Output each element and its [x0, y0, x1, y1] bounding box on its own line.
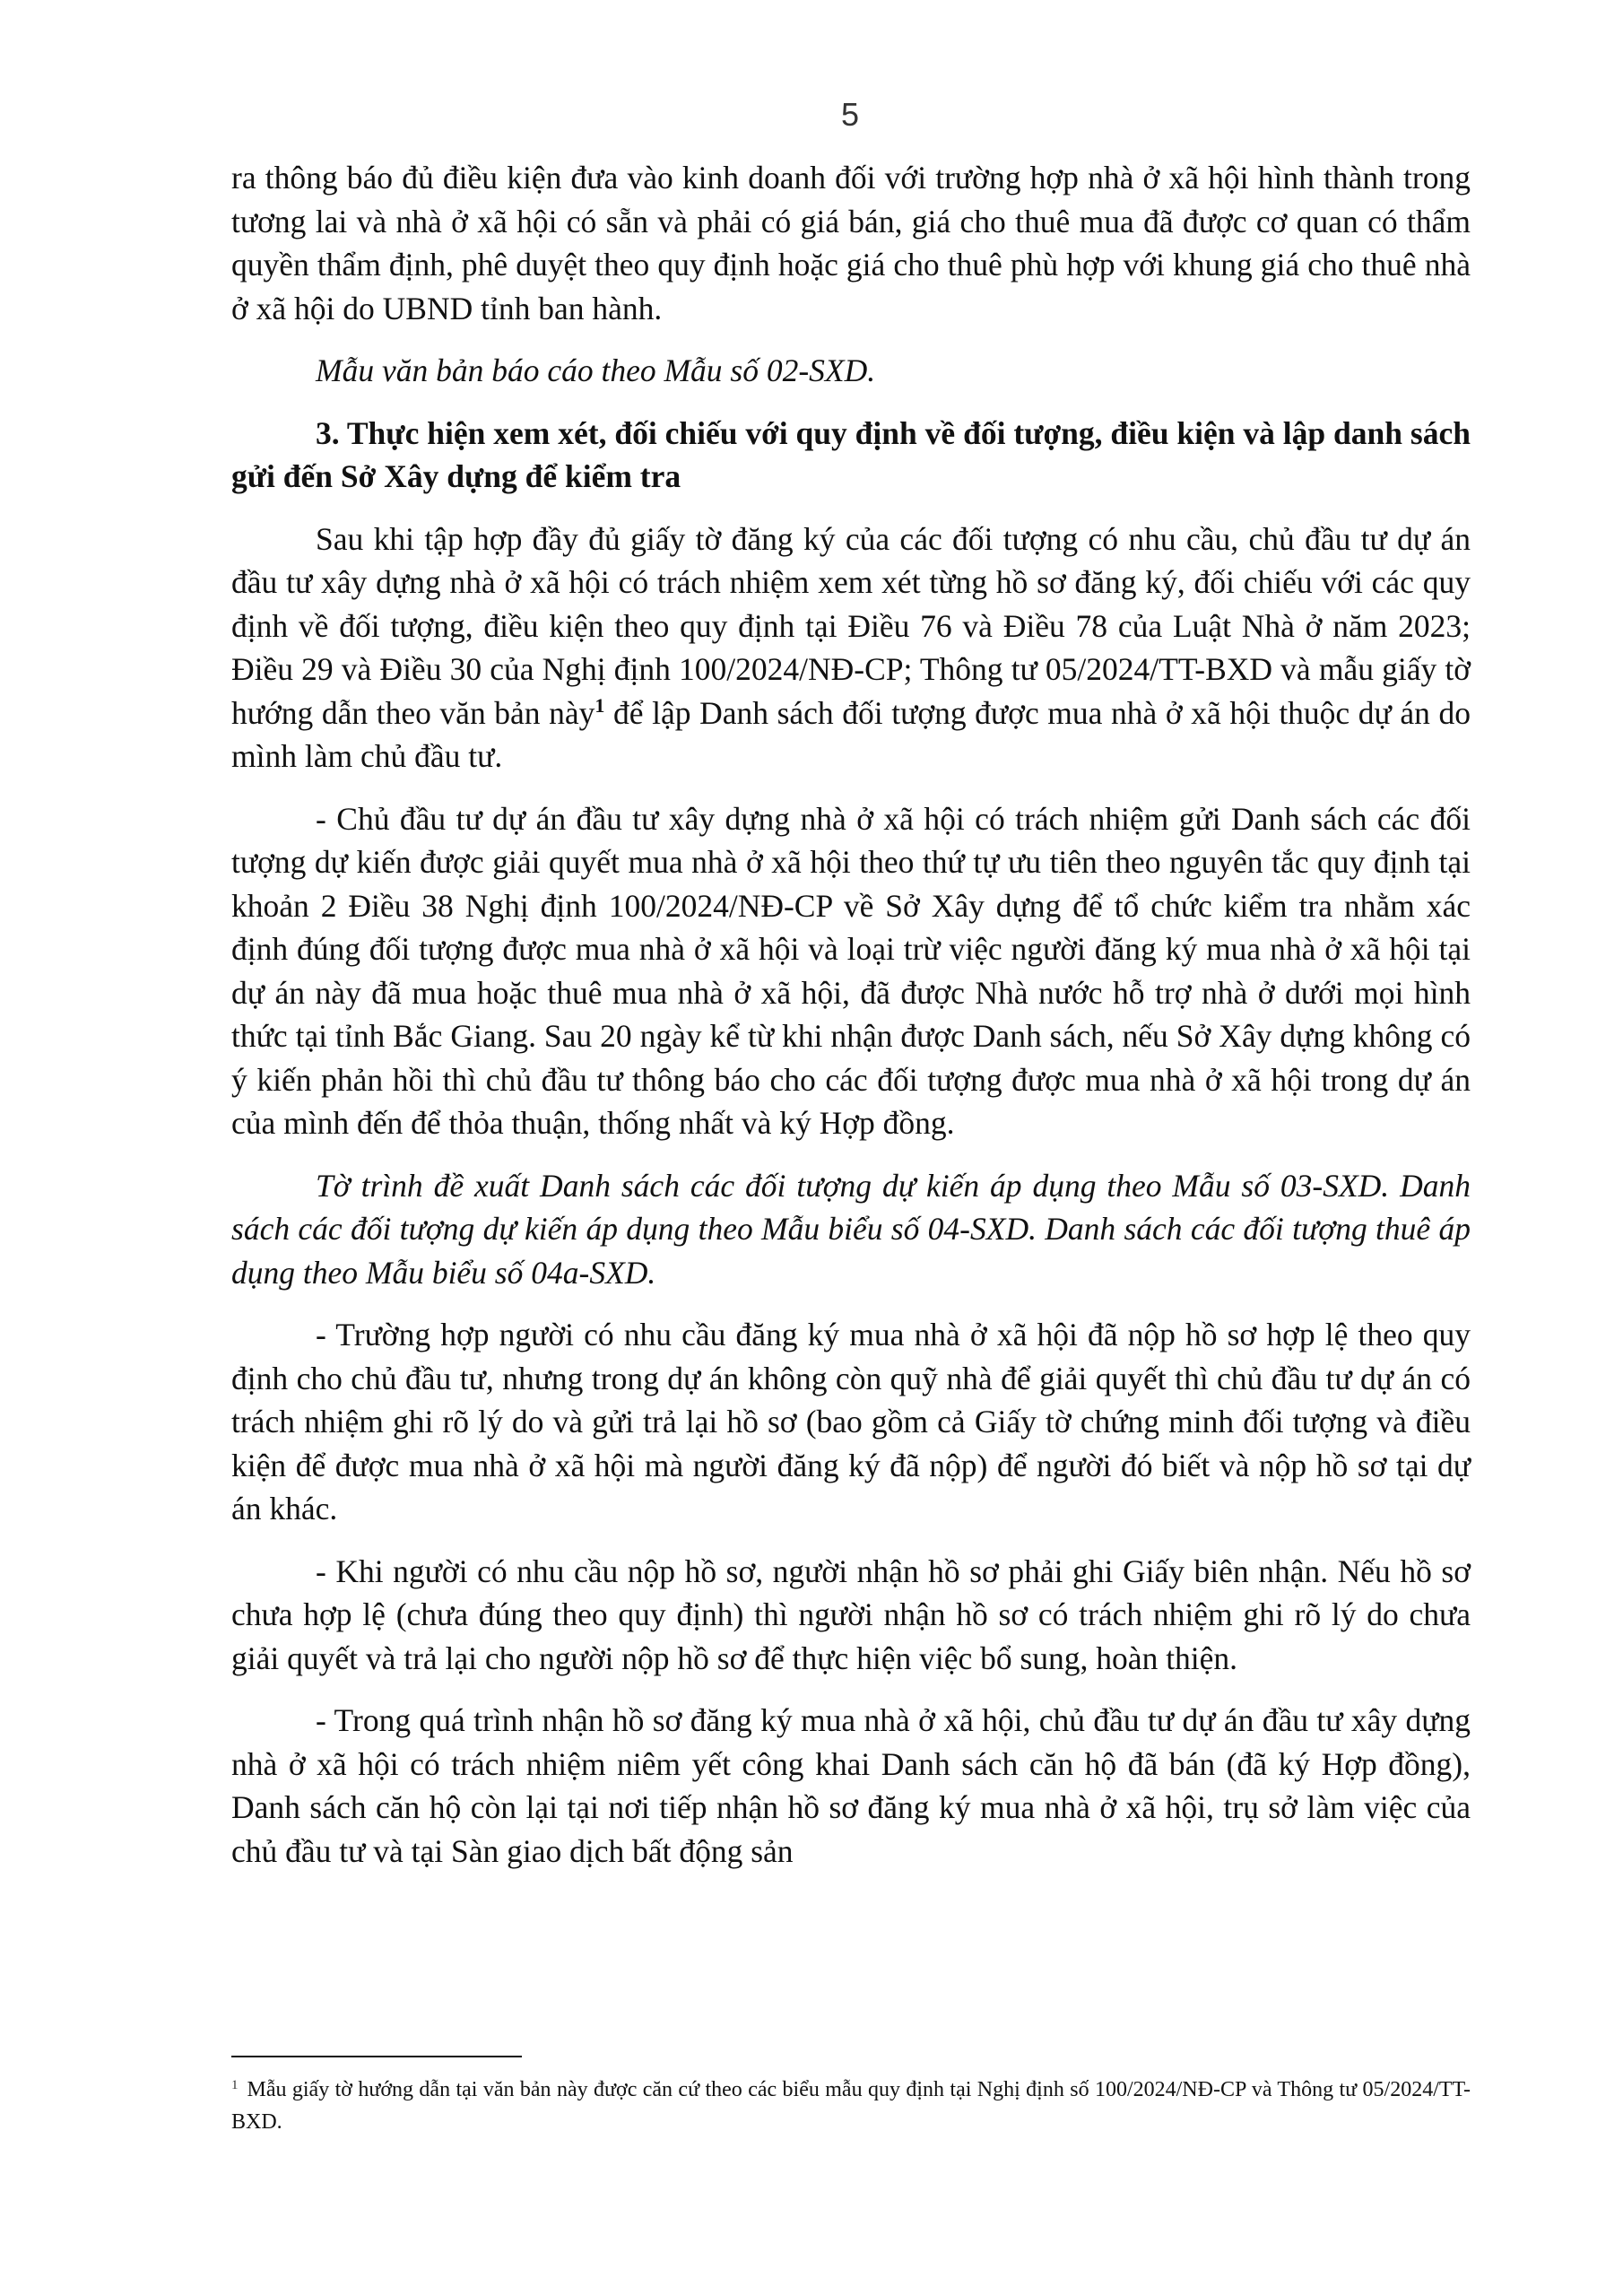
footnote-separator	[231, 2056, 522, 2057]
paragraph-continuation: ra thông báo đủ điều kiện đưa vào kinh doanh đối với trường hợp nhà ở xã hội hình thành trong tương lai và nhà ở xã hội có sẵn và phải có giá bán, giá cho thuê mua đã được cơ quan có thẩm quyền thẩm định, phê duyệt theo quy định hoặc giá cho thuê phù hợp với khung giá cho thuê nhà ở xã hội do UBND tỉnh ban hành.	[231, 160, 1471, 326]
paragraph-review-procedure	[231, 517, 1471, 778]
template-reference-note: Tờ trình đề xuất Danh sách các đối tượng dự kiến áp dụng theo Mẫu số 03-SXD. Danh sách các đối tượng dự kiến áp dụng theo Mẫu biểu số 04-SXD. Danh sách các đối tượng thuê áp dụng theo Mẫu biểu số 04a-SXD.	[231, 1167, 1471, 1291]
footnotes	[231, 2074, 1471, 2138]
template-reference-note: Mẫu văn bản báo cáo theo Mẫu số 02-SXD.	[316, 352, 876, 388]
paragraph-submit-list: - Chủ đầu tư dự án đầu tư xây dựng nhà ở xã hội có trách nhiệm gửi Danh sách các đối tượng dự kiến được giải quyết mua nhà ở xã hội theo thứ tự ưu tiên theo nguyên tắc quy định tại khoản 2 Điều 38 Nghị định 100/2024/NĐ-CP về Sở Xây dựng để tổ chức kiểm tra nhằm xác định đúng đối tượng được mua nhà ở xã hội và loại trừ việc người đăng ký mua nhà ở xã hội tại dự án này đã mua hoặc thuê mua nhà ở xã hội, đã được Nhà nước hỗ trợ nhà ở dưới mọi hình thức tại tỉnh Bắc Giang. Sau 20 ngày kể từ khi nhận được Danh sách, nếu Sở Xây dựng không có ý kiến phản hồi thì chủ đầu tư thông báo cho các đối tượng được mua nhà ở xã hội trong dự án của mình đến để thỏa thuận, thống nhất và ký Hợp đồng.	[231, 800, 1471, 1141]
paragraph-text: để lập Danh sách đối tượng được mua nhà ở xã hội thuộc dự án do mình làm chủ đầu tư.	[231, 694, 1471, 774]
footnote-mark: 1	[231, 2078, 239, 2092]
section-heading: 3. Thực hiện xem xét, đối chiếu với quy định về đối tượng, điều kiện và lập danh sách gửi đến Sở Xây dựng để kiểm tra	[231, 414, 1471, 494]
footnote-text: Mẫu giấy tờ hướng dẫn tại văn bản này được căn cứ theo các biểu mẫu quy định tại Nghị định số 100/2024/NĐ-CP và Thông tư 05/2024/TT-BXD.	[231, 2078, 1471, 2134]
paragraph-text: Sau khi tập hợp đầy đủ giấy tờ đăng ký của các đối tượng có nhu cầu, chủ đầu tư dự án đầu tư xây dựng nhà ở xã hội có trách nhiệm xem xét từng hồ sơ đăng ký, đối chiếu với các quy định về đối tượng, điều kiện theo quy định tại Điều 76 và Điều 78 của Luật Nhà ở năm 2023; Điều 29 và Điều 30 của Nghị định 100/2024/NĐ-CP; Thông tư 05/2024/TT-BXD và mẫu giấy tờ hướng dẫn theo văn bản này	[231, 520, 1471, 731]
paragraph-public-listing: - Trong quá trình nhận hồ sơ đăng ký mua nhà ở xã hội, chủ đầu tư dự án đầu tư xây dựng nhà ở xã hội có trách nhiệm niêm yết công khai Danh sách căn hộ đã bán (đã ký Hợp đồng), Danh sách căn hộ còn lại tại nơi tiếp nhận hồ sơ đăng ký mua nhà ở xã hội, trụ sở làm việc của chủ đầu tư và tại Sàn giao dịch bất động sản	[231, 1702, 1471, 1869]
footnote-item	[231, 2074, 1471, 2138]
document-body	[231, 156, 1471, 1873]
paragraph-receipt: - Khi người có nhu cầu nộp hồ sơ, người nhận hồ sơ phải ghi Giấy biên nhận. Nếu hồ sơ chưa hợp lệ (chưa đúng theo quy định) thì người nhận hồ sơ có trách nhiệm ghi rõ lý do chưa giải quyết và trả lại cho người nộp hồ sơ để thực hiện việc bổ sung, hoàn thiện.	[231, 1552, 1471, 1676]
page-number: 5	[840, 96, 860, 133]
footnote-reference-link[interactable]: 1	[595, 693, 605, 717]
paragraph-return-documents: - Trường hợp người có nhu cầu đăng ký mua nhà ở xã hội đã nộp hồ sơ hợp lệ theo quy định cho chủ đầu tư, nhưng trong dự án không còn quỹ nhà để giải quyết thì chủ đầu tư dự án có trách nhiệm ghi rõ lý do và gửi trả lại hồ sơ (bao gồm cả Giấy tờ chứng minh đối tượng và điều kiện để được mua nhà ở xã hội mà người đăng ký đã nộp) để người đó biết và nộp hồ sơ tại dự án khác.	[231, 1317, 1471, 1526]
